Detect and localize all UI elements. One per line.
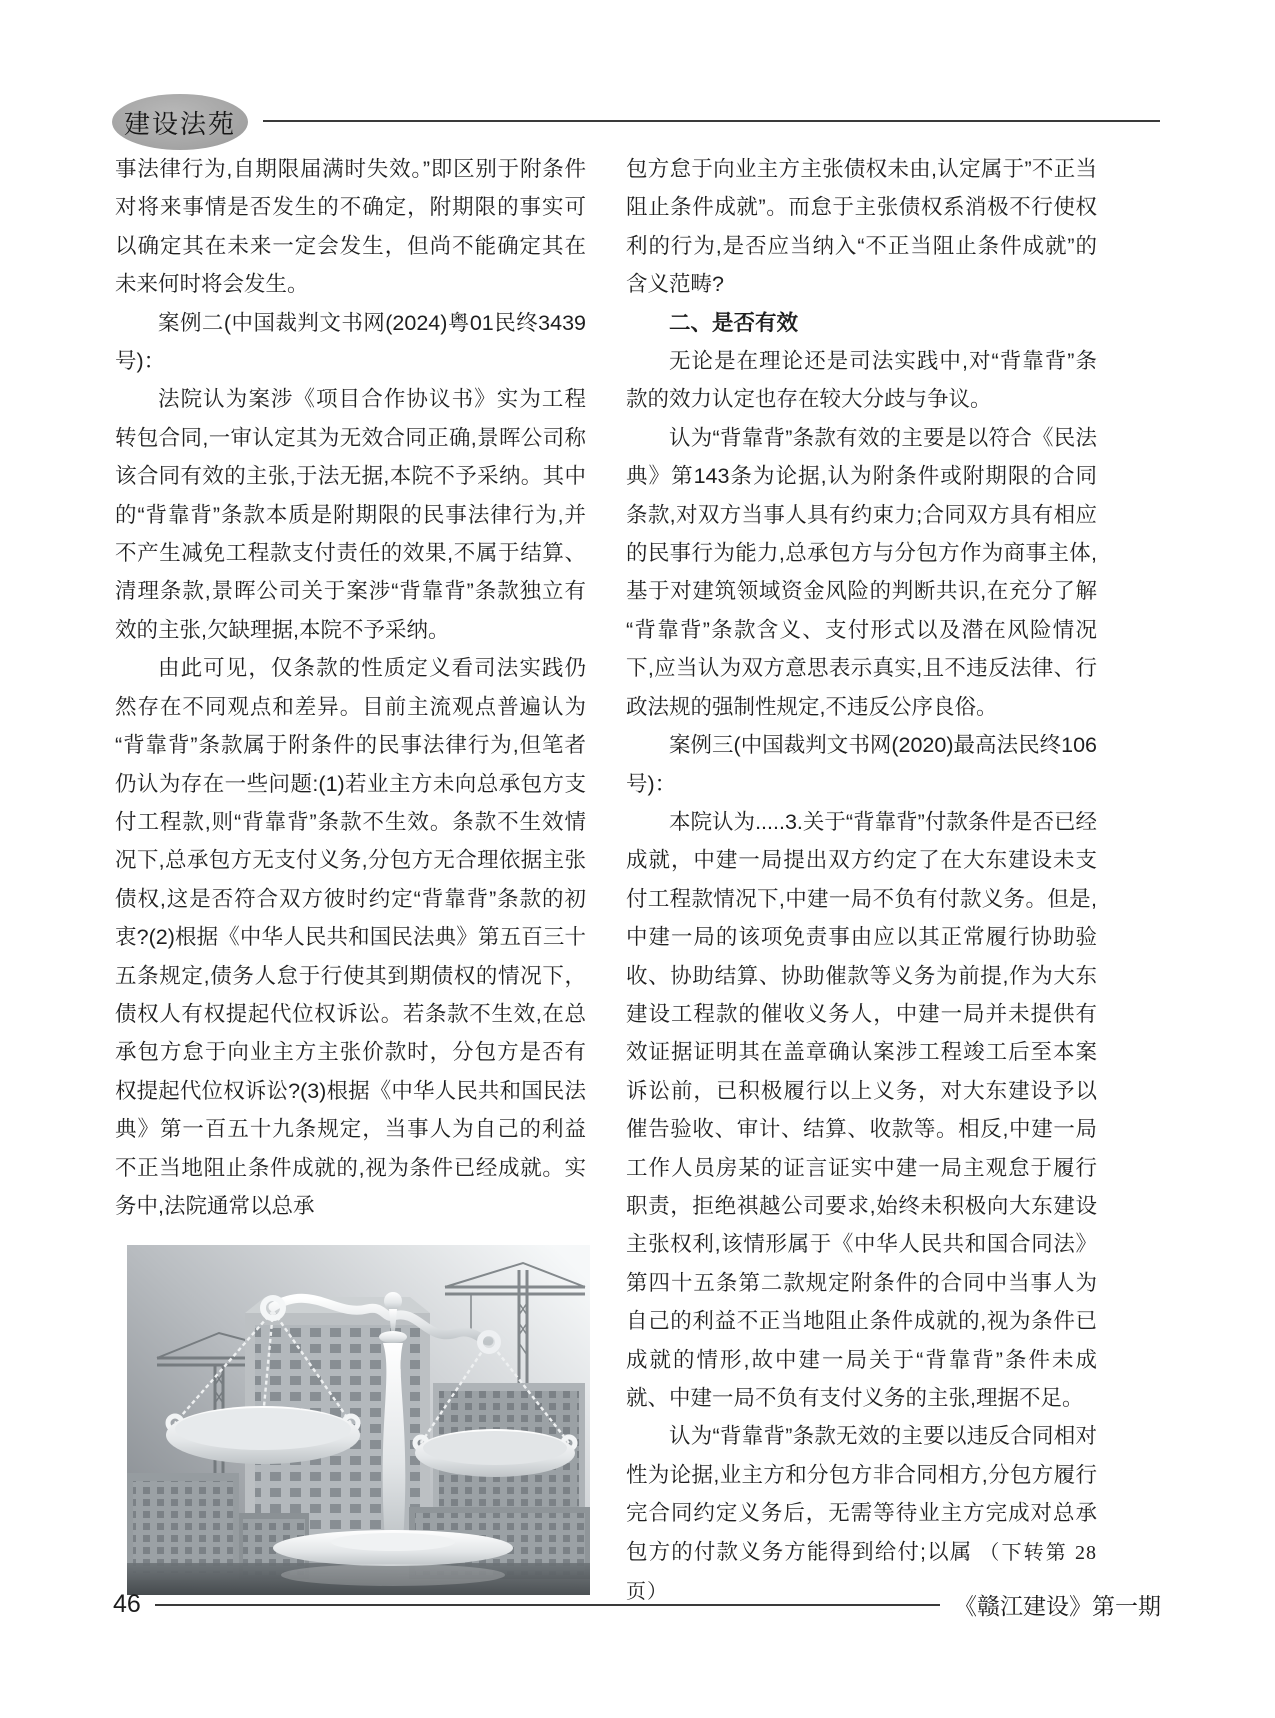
paragraph: 案例二(中国裁判文书网(2024)粤01民终3439号)：	[115, 310, 586, 374]
paragraph: 事法律行为,自期限届满时失效。”即区别于附条件对将来事情是否发生的不确定，附期限的事实可以确定其在未来一定会发生，但尚不能确定其在未来何时将会发生。	[115, 157, 586, 297]
scales-photo	[127, 1245, 590, 1595]
paragraph: 案例三(中国裁判文书网(2020)最高法民终106号)：	[626, 733, 1097, 796]
continuation-note: （下转第 28 页）	[626, 1541, 1097, 1604]
paragraph: 由此可见，仅条款的性质定义看司法实践仍然存在不同观点和差异。目前主流观点普遍认为“背靠背”条款属于附条件的民事法律行为,但笔者仍认为存在一些问题:(1)若业主方未向总承包方支付工程款,则“背靠背”条款不生效。条款不生效情况下,总承包方无支付义务,分包方无合理依据主张债权,这是否符合双方彼时约定“背靠背”条款的初衷?(2)根据《中华人民共和国民法典》第五百三十五条规定,债务人怠于行使其到期债权的情况下，债权人有权提起代位权诉讼。若条款不生效,在总承包方怠于向业主方主张价款时，分包方是否有权提起代位权诉讼?(3)根据《中华人民共和国民法典》第一百五十九条规定，当事人为自己的利益不正当地阻止条件成就的,视为条件已经成就。实务中,法院通常以总承	[115, 656, 586, 1218]
journal-title: 《赣江建设》第一期	[954, 1593, 1161, 1619]
paragraph-text: 认为“背靠背”条款无效的主要以违反合同相对性为论据,业主方和分包方非合同相方,分包方履行完合同约定义务后，无需等待业主方完成对总承包方的付款义务方能得到给付;以属	[626, 1424, 1097, 1564]
paragraph	[626, 1417, 1097, 1611]
right-column	[626, 150, 1097, 1611]
article-body	[115, 150, 1097, 1611]
paragraph: 包方怠于向业主方主张债权未由,认定属于”不正当阻止条件成就”。而怠于主张债权系消极不行使权利的行为,是否应当纳入“不正当阻止条件成就”的含义范畴?	[626, 157, 1097, 297]
section-badge-label: 建设法苑	[123, 109, 236, 139]
paragraph: 法院认为案涉《项目合作协议书》实为工程转包合同,一审认定其为无效合同正确,景晖公司称该合同有效的主张,于法无据,本院不予采纳。其中的“背靠背”条款本质是附期限的民事法律行为,并不产生减免工程款支付责任的效果,不属于结算、清理条款,景晖公司关于案涉“背靠背”条款独立有效的主张,欠缺理据,本院不予采纳。	[115, 387, 586, 642]
page-number: 46	[113, 1590, 141, 1618]
paragraph: 无论是在理论还是司法实践中,对“背靠背”条款的效力认定也存在较大分歧与争议。	[626, 349, 1097, 412]
paragraph: 认为“背靠背”条款有效的主要是以符合《民法典》第143条为论据,认为附条件或附期限的合同条款,对双方当事人具有约束力;合同双方具有相应的民事行为能力,总承包方与分包方作为商事主体,基于对建筑领域资金风险的判断共识,在充分了解“背靠背”条款含义、支付形式以及潜在风险情况下,应当认为双方意思表示真实,且不违反法律、行政法规的强制性规定,不违反公序良俗。	[626, 425, 1097, 719]
scales-illustration	[127, 1245, 590, 1595]
header-divider	[263, 120, 1160, 122]
section-heading: 二、是否有效	[669, 310, 799, 335]
footer-divider	[155, 1604, 940, 1606]
scale-pan-right	[415, 1429, 575, 1477]
left-column	[115, 150, 586, 1611]
scale-pan-left	[166, 1406, 360, 1464]
section-badge	[112, 94, 248, 150]
paragraph: 本院认为.....3.关于“背靠背”付款条件是否已经成就，中建一局提出双方约定了在大东建设未支付工程款情况下,中建一局不负有付款义务。但是,中建一局的该项免责事由应以其正常履行协助验收、协助结算、协助催款等义务为前提,作为大东建设工程款的催收义务人，中建一局并未提供有效证据证明其在盖章确认案涉工程竣工后至本案诉讼前，已积极履行以上义务，对大东建设予以催告验收、审计、结算、收款等。相反,中建一局工作人员房某的证言证实中建一局主观怠于履行职责，拒绝祺越公司要求,始终未积极向大东建设主张权利,该情形属于《中华人民共和国合同法》第四十五条第二款规定附条件的合同中当事人为自己的利益不正当地阻止条件成就的,视为条件已成就的情形,故中建一局关于“背靠背”条件未成就、中建一局不负有支付义务的主张,理据不足。	[626, 809, 1097, 1410]
page-footer	[113, 1588, 1161, 1621]
